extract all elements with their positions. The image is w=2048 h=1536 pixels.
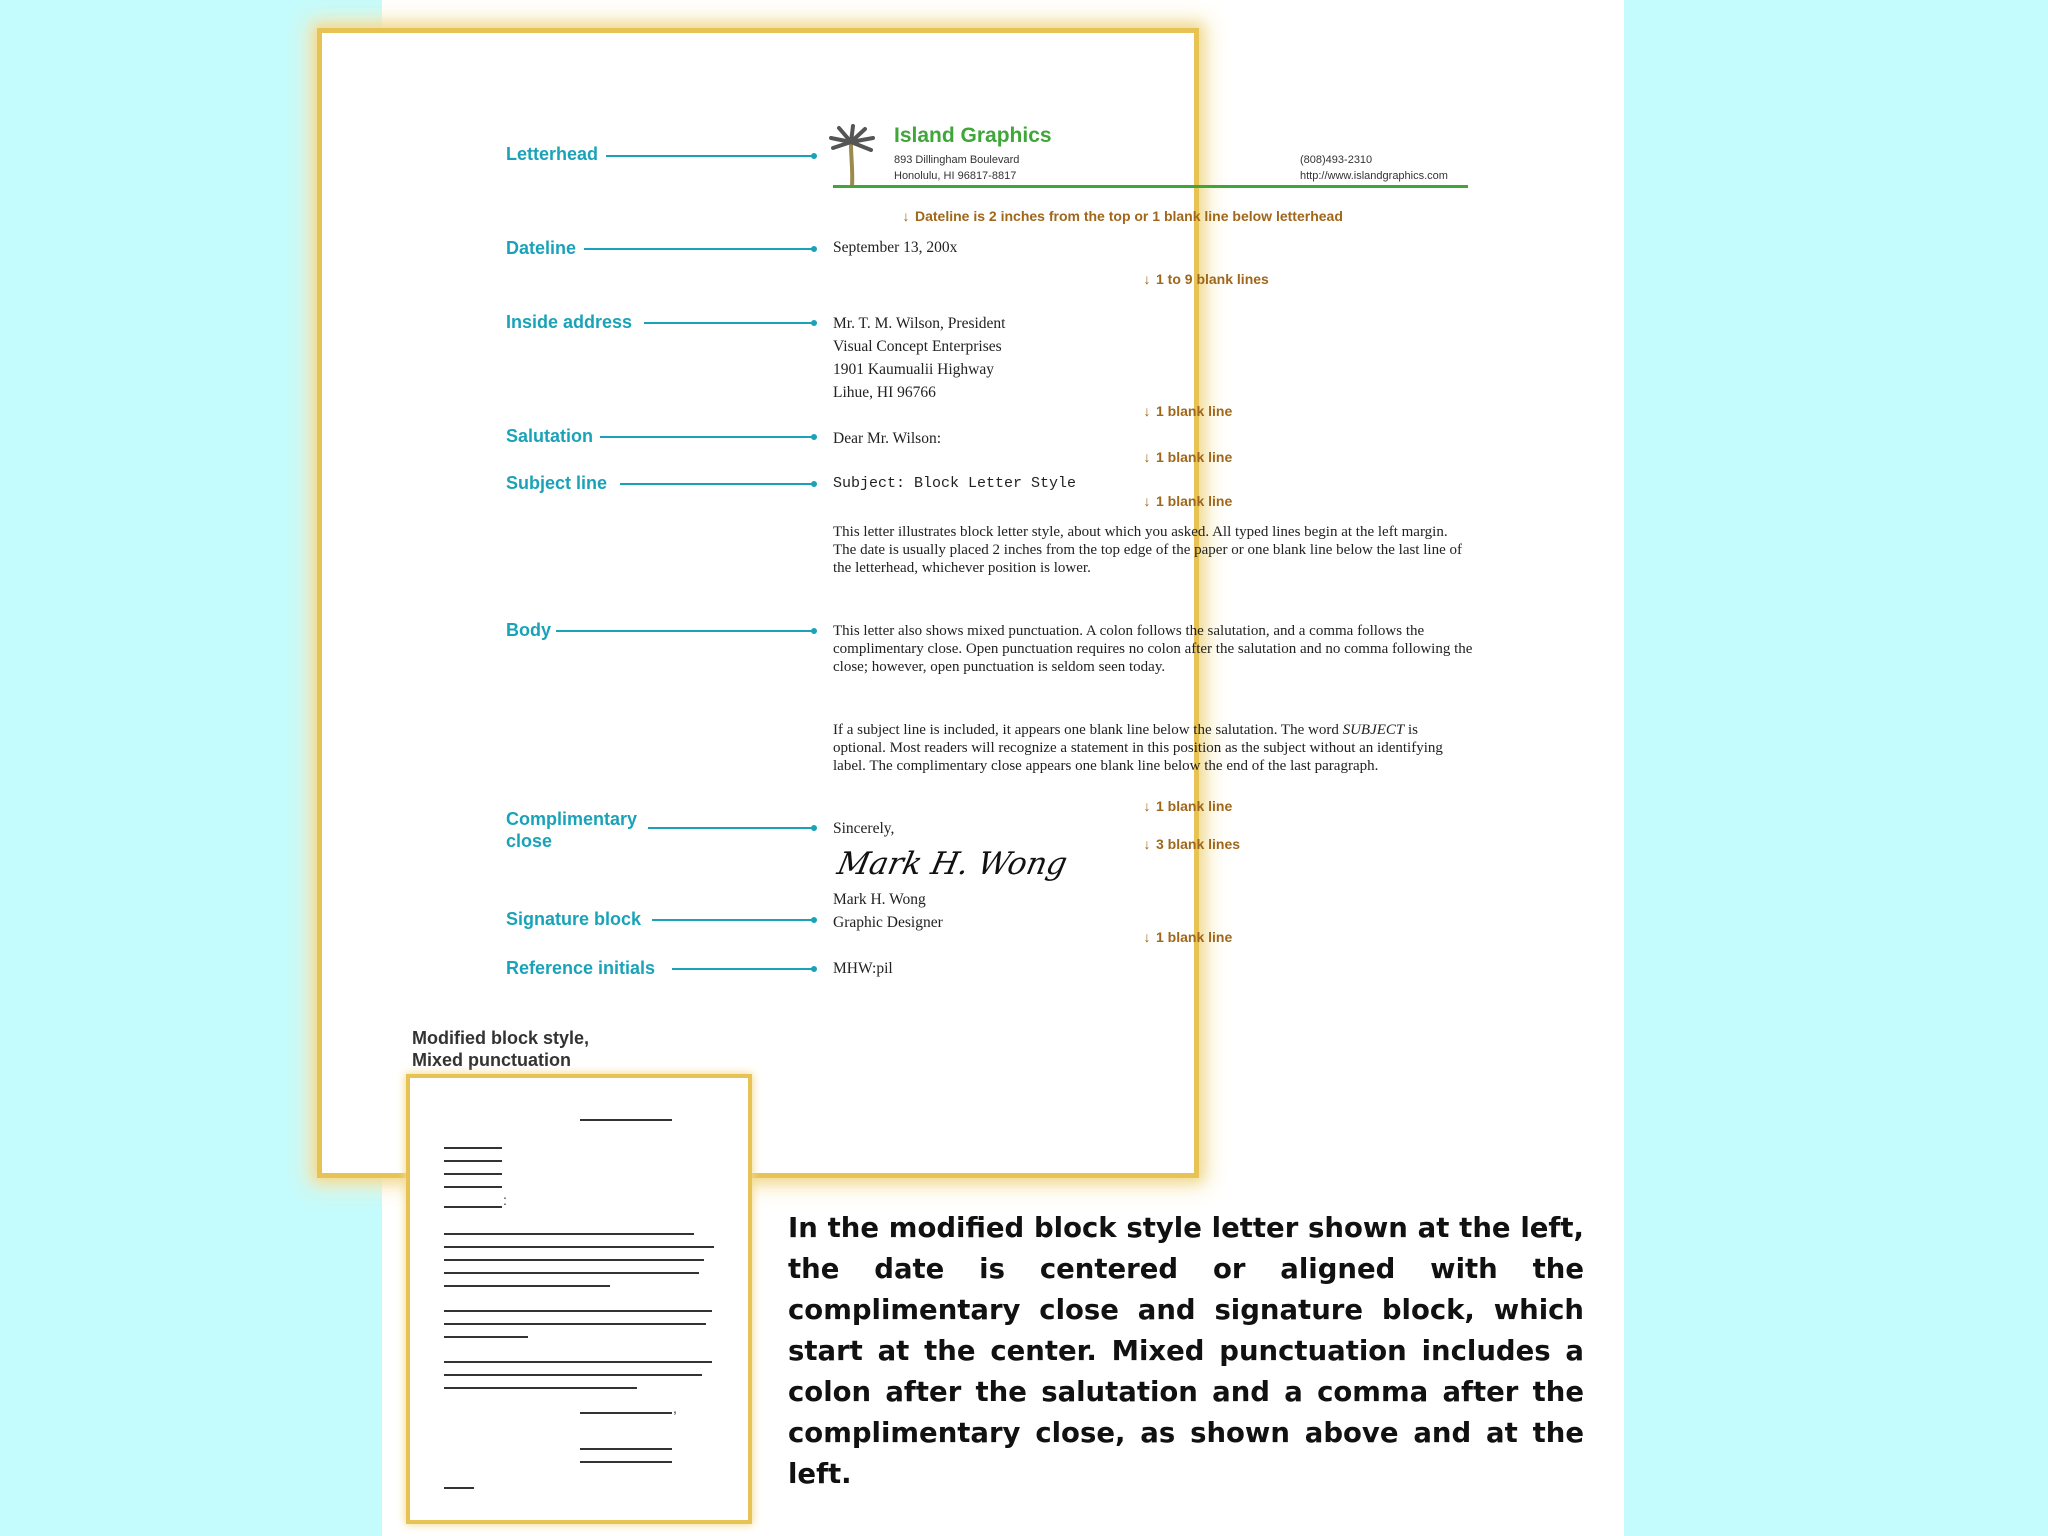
note-after-salutation — [1141, 449, 1232, 465]
label-signature-block: Signature block — [506, 909, 642, 929]
inside-address-line1: Mr. T. M. Wilson, President — [833, 315, 1006, 332]
thumb-salutation-line — [444, 1206, 502, 1208]
inside-address-line4: Lihue, HI 96766 — [833, 384, 936, 401]
thumb-close-line — [580, 1412, 672, 1414]
leader-signature-block — [652, 919, 814, 921]
thumb-address-line — [444, 1173, 502, 1175]
label-body: Body — [506, 620, 551, 640]
thumb-body-line — [444, 1272, 699, 1274]
down-arrow-icon: ↓ — [1143, 403, 1151, 419]
down-arrow-icon: ↓ — [1143, 449, 1151, 465]
label-salutation: Salutation — [506, 426, 594, 446]
letter-body-paragraph-2: This letter also shows mixed punctuation. A colon follows the salutation, and a comma follows the complimentary close. Open punctuation requires no colon after the salutation and no comma following the close; however, open punctuation is seldom seen today. — [833, 623, 1473, 675]
thumb-body-line — [444, 1310, 712, 1312]
thumbnail-title-line2: Mixed punctuation — [412, 1050, 571, 1070]
thumb-body-line — [444, 1374, 702, 1376]
palm-tree-logo-icon — [829, 124, 875, 186]
leader-salutation — [600, 436, 814, 438]
modified-block-letter-thumbnail — [410, 1078, 748, 1520]
letterhead-company-name: Island Graphics — [894, 124, 1052, 147]
label-complimentary-close-line2: close — [506, 831, 553, 851]
leader-letterhead — [606, 155, 814, 157]
block-letter-sheet — [322, 33, 1194, 1173]
thumb-body-line — [444, 1233, 694, 1235]
signer-name: Mark H. Wong — [833, 891, 926, 908]
leader-inside-address — [644, 322, 814, 324]
note-after-subject-text: 1 blank line — [1156, 493, 1233, 509]
down-arrow-icon: ↓ — [1143, 929, 1151, 945]
thumb-body-line — [444, 1323, 706, 1325]
thumb-salutation-colon: : — [503, 1192, 507, 1208]
leader-subject-line — [620, 483, 814, 485]
note-after-body — [1141, 798, 1232, 814]
letterhead-address-line1: 893 Dillingham Boulevard — [894, 154, 1020, 166]
note-after-subject — [1141, 493, 1232, 509]
thumb-signature-line — [580, 1461, 672, 1463]
inside-address-line2: Visual Concept Enterprises — [833, 338, 1002, 355]
para3-text-a: If a subject line is included, it appears one blank line below the salutation. The word — [833, 722, 1343, 738]
note-after-body-text: 1 blank line — [1156, 798, 1233, 814]
thumb-address-line — [444, 1147, 502, 1149]
note-after-date — [1141, 271, 1269, 287]
thumb-body-line — [444, 1387, 637, 1389]
note-after-address-text: 1 blank line — [1156, 403, 1233, 419]
note-after-signature — [1141, 929, 1232, 945]
inside-address-line3: 1901 Kaumualii Highway — [833, 361, 995, 378]
para3-text-b: is optional. Most readers will recognize a statement in this position as the subject without an identifying label. The complimentary close appears one blank line below the end of the last paragraph. — [833, 722, 1443, 774]
letter-body-paragraph-1: This letter illustrates block letter style, about which you asked. All typed lines begin at the left margin. The date is usually placed 2 inches from the top edge of the paper or one blank line below the last line of the letterhead, whichever position is lower. — [833, 524, 1462, 576]
reference-initials: MHW:pil — [833, 960, 893, 977]
thumb-body-line — [444, 1336, 528, 1338]
thumb-address-line — [444, 1186, 502, 1188]
thumb-body-line — [444, 1361, 712, 1363]
thumbnail-title — [412, 1027, 589, 1071]
thumb-body-line — [444, 1246, 714, 1248]
letter-salutation: Dear Mr. Wilson: — [833, 430, 942, 447]
down-arrow-icon: ↓ — [1143, 798, 1151, 814]
down-arrow-icon: ↓ — [1143, 271, 1151, 287]
label-inside-address: Inside address — [506, 312, 633, 332]
letterhead-rule — [833, 185, 1468, 188]
letter-body-paragraph-3 — [833, 721, 1473, 775]
note-after-signature-text: 1 blank line — [1156, 929, 1233, 945]
thumb-address-line — [444, 1160, 502, 1162]
thumb-initials-line — [444, 1487, 474, 1489]
letter-complimentary-close: Sincerely, — [833, 820, 895, 837]
thumb-close-comma: , — [673, 1400, 677, 1416]
para3-text-emphasis: SUBJECT — [1342, 722, 1405, 738]
down-arrow-icon: ↓ — [1143, 836, 1151, 852]
leader-reference-initials — [672, 968, 814, 970]
signer-title: Graphic Designer — [833, 914, 943, 931]
label-complimentary-close-line1: Complimentary — [506, 809, 638, 829]
caption-text: In the modified block style letter shown at the left, the date is centered or aligned with the complimentary close and signature block, which start at the center. Mixed punctuation includes a colon after the salutation and a comma after the complimentary close, as shown above and at the left. — [788, 1212, 1584, 1490]
note-after-salutation-text: 1 blank line — [1156, 449, 1233, 465]
label-reference-initials: Reference initials — [506, 958, 656, 978]
note-dateline-text: Dateline is 2 inches from the top or 1 blank line below letterhead — [915, 208, 1343, 224]
leader-body — [556, 630, 814, 632]
thumb-body-line — [444, 1259, 704, 1261]
label-dateline: Dateline — [506, 238, 577, 258]
letterhead-url: http://www.islandgraphics.com — [1300, 170, 1448, 182]
label-subject-line: Subject line — [506, 473, 608, 493]
leader-complimentary-close — [648, 827, 814, 829]
thumb-signature-line — [580, 1448, 672, 1450]
label-complimentary-close — [506, 808, 637, 852]
down-arrow-icon: ↓ — [902, 208, 910, 224]
letter-date: September 13, 200x — [833, 239, 958, 256]
note-after-close — [1141, 836, 1240, 852]
note-after-close-text: 3 blank lines — [1156, 836, 1241, 852]
letterhead-address-line2: Honolulu, HI 96817-8817 — [894, 170, 1017, 182]
note-after-date-text: 1 to 9 blank lines — [1156, 271, 1269, 287]
note-dateline — [900, 208, 1343, 224]
leader-dateline — [584, 248, 814, 250]
label-letterhead: Letterhead — [506, 144, 599, 164]
thumb-date-line — [580, 1119, 672, 1121]
letterhead-phone: (808)493-2310 — [1300, 154, 1373, 166]
note-after-address — [1141, 403, 1232, 419]
down-arrow-icon: ↓ — [1143, 493, 1151, 509]
thumbnail-title-line1: Modified block style, — [412, 1028, 590, 1048]
handwritten-signature: Mark H. Wong — [834, 846, 1071, 882]
thumb-body-line — [444, 1285, 610, 1287]
letter-subject: Subject: Block Letter Style — [833, 475, 1077, 492]
